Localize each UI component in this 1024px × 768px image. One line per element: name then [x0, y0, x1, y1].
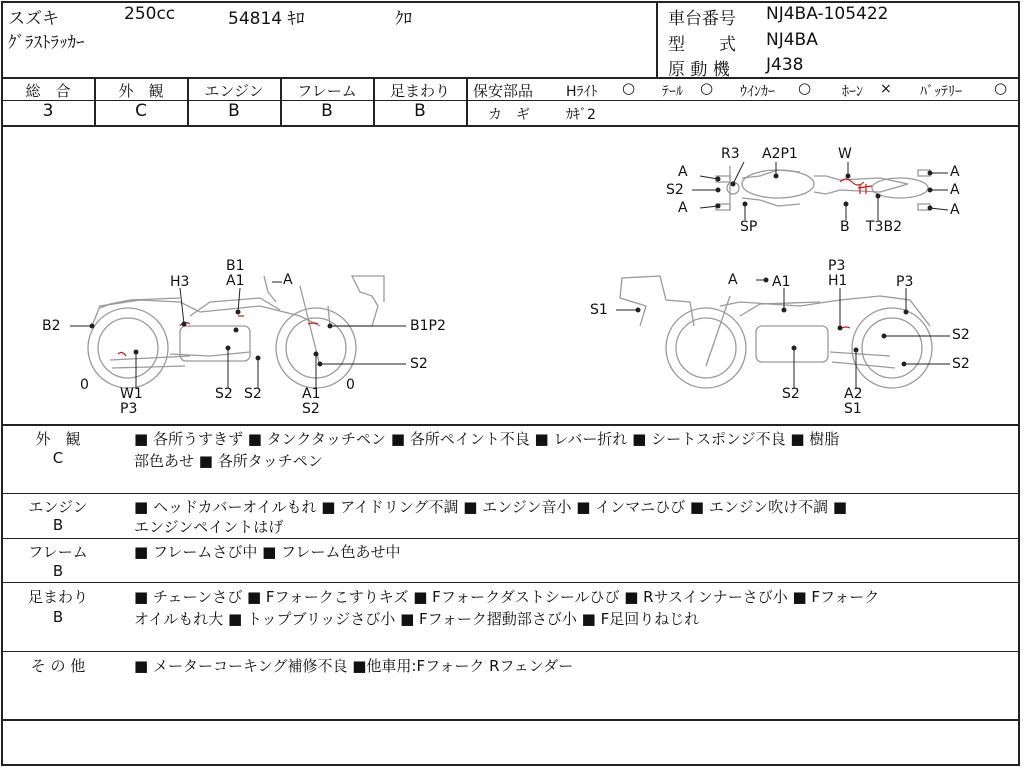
winker-ok-icon: ○ — [798, 79, 812, 97]
label-a1: A1 — [226, 273, 245, 289]
divider — [280, 78, 282, 126]
divider — [1, 493, 1020, 494]
note-grade: C — [52, 449, 64, 467]
label-s2: S2 — [952, 327, 970, 343]
divider — [1, 582, 1020, 583]
displacement: 250cc — [124, 4, 176, 24]
label-zero: 0 — [346, 377, 355, 393]
overall-grade-value: 3 — [42, 101, 54, 121]
key-value: ｶｷﾞ2 — [566, 107, 596, 123]
note-line: ■ ヘッドカバーオイルもれ ■ アイドリング不調 ■ エンジン音小 ■ インマニひび ■ エンジン吹け不調 ■ — [134, 498, 848, 516]
label-b1p2: B1P2 — [410, 318, 446, 334]
label-zero: 0 — [80, 377, 89, 393]
exterior-grade-label: 外 観 — [118, 82, 164, 100]
label-s2: S2 — [782, 386, 800, 402]
label-sp: SP — [740, 219, 758, 235]
engine-value: J438 — [766, 55, 804, 75]
divider — [1, 538, 1020, 539]
note-title: そ の 他 — [30, 657, 86, 675]
label-a2: A2 — [844, 386, 863, 402]
label-a: A — [728, 272, 738, 288]
damage-diagram — [0, 126, 1020, 426]
label-r3: R3 — [721, 146, 740, 162]
battery-label: ﾊﾞｯﾃﾘｰ — [920, 84, 962, 100]
divider — [1, 424, 1020, 426]
divider — [1, 651, 1020, 652]
note-line: ■ チェーンさび ■ Fフォークこすりキズ ■ Fフォークダストシールひび ■ Rサスインナーさび小 ■ Fフォーク — [134, 588, 880, 606]
overall-grade-label: 総 合 — [25, 82, 71, 100]
safety-label: 保安部品 — [473, 82, 534, 100]
label-s2: S2 — [302, 401, 320, 417]
label-s1: S1 — [590, 302, 608, 318]
divider — [656, 1, 658, 79]
suspension-grade-label: 足まわり — [389, 82, 450, 100]
battery-ok-icon: ○ — [994, 79, 1008, 97]
winker-label: ｳｲﾝｶｰ — [740, 84, 775, 100]
maker: スズキ — [8, 9, 59, 29]
note-line: ■ メーターコーキング補修不良 ■他車用:Fフォーク Rフェンダー — [134, 657, 574, 675]
label-p3: P3 — [828, 258, 846, 274]
note-grade: B — [52, 608, 64, 626]
headlight-ok-icon: ○ — [622, 79, 636, 97]
label-b1: B1 — [226, 258, 245, 274]
divider — [1, 77, 1020, 79]
label-b2: B2 — [42, 318, 61, 334]
note-title: フレーム — [28, 543, 88, 561]
label-a1: A1 — [772, 274, 791, 290]
divider — [187, 78, 189, 126]
type-label: 型 式 — [668, 35, 736, 55]
engine-grade-label: エンジン — [204, 82, 264, 100]
frame-grade-label: フレーム — [297, 82, 357, 100]
bike-right-view — [620, 276, 932, 388]
horn-ng-icon: × — [880, 81, 892, 97]
frame-grade-value: B — [321, 101, 333, 121]
label-h1: H1 — [828, 273, 848, 289]
divider — [373, 78, 375, 126]
divider — [1, 100, 467, 101]
model-name: ｸﾞﾗｽﾄﾗｯｶｰ — [8, 33, 85, 53]
key-label: カ ギ — [488, 107, 530, 123]
label-s1: S1 — [844, 401, 862, 417]
note-title: エンジン — [28, 498, 88, 516]
headlight-label: Hﾗｲﾄ — [566, 84, 598, 100]
note-grade: B — [52, 562, 64, 580]
label-t3b2: T3B2 — [866, 219, 902, 235]
tail-label: ﾃｰﾙ — [662, 84, 683, 100]
suspension-grade-value: B — [414, 101, 426, 121]
label-a: A — [950, 202, 960, 218]
label-s2: S2 — [410, 356, 428, 372]
label-a2p1: A2P1 — [762, 146, 798, 162]
label-p3: P3 — [896, 274, 914, 290]
divider — [94, 78, 96, 126]
label-a: A — [950, 164, 960, 180]
engine-grade-value: B — [228, 101, 240, 121]
divider — [466, 78, 468, 126]
note-grade: B — [52, 516, 64, 534]
color: ｸﾛ — [395, 9, 412, 29]
label-p3: P3 — [120, 401, 138, 417]
label-b: B — [840, 219, 850, 235]
note-line: オイルもれ大 ■ トップブリッジさび小 ■ Fフォーク摺動部さび小 ■ F足回りねじれ — [134, 610, 700, 628]
exterior-grade-value: C — [135, 101, 147, 121]
label-s2: S2 — [215, 386, 233, 402]
tail-ok-icon: ○ — [700, 79, 714, 97]
frame-no: NJ4BA-105422 — [766, 4, 889, 24]
label-a: A — [678, 164, 688, 180]
label-a1: A1 — [302, 386, 321, 402]
note-line: ■ フレームさび中 ■ フレーム色あせ中 — [134, 543, 401, 561]
horn-label: ﾎｰﾝ — [842, 84, 863, 100]
label-s2: S2 — [952, 356, 970, 372]
note-title: 足まわり — [27, 588, 88, 606]
note-line: エンジンペイントはげ — [134, 518, 284, 536]
note-line: ■ 各所うすきず ■ タンクタッチペン ■ 各所ペイント不良 ■ レバー折れ ■ シートスポンジ不良 ■ 樹脂 — [134, 430, 840, 448]
label-a: A — [950, 182, 960, 198]
label-w1: W1 — [120, 386, 143, 402]
label-a: A — [678, 200, 688, 216]
bike-top-view — [716, 166, 930, 210]
frame-no-label: 車台番号 — [668, 9, 736, 29]
label-w: W — [838, 146, 852, 162]
label-h3: H3 — [170, 274, 190, 290]
divider — [1, 719, 1020, 721]
type-value: NJ4BA — [766, 30, 818, 50]
note-line: 部色あせ ■ 各所タッチペン — [134, 452, 323, 470]
label-a: A — [283, 272, 293, 288]
note-title: 外 観 — [35, 430, 81, 448]
label-s2: S2 — [666, 182, 684, 198]
engine-label: 原 動 機 — [668, 60, 730, 80]
label-s2: S2 — [244, 386, 262, 402]
mileage: 54814 ｷﾛ — [228, 9, 305, 29]
